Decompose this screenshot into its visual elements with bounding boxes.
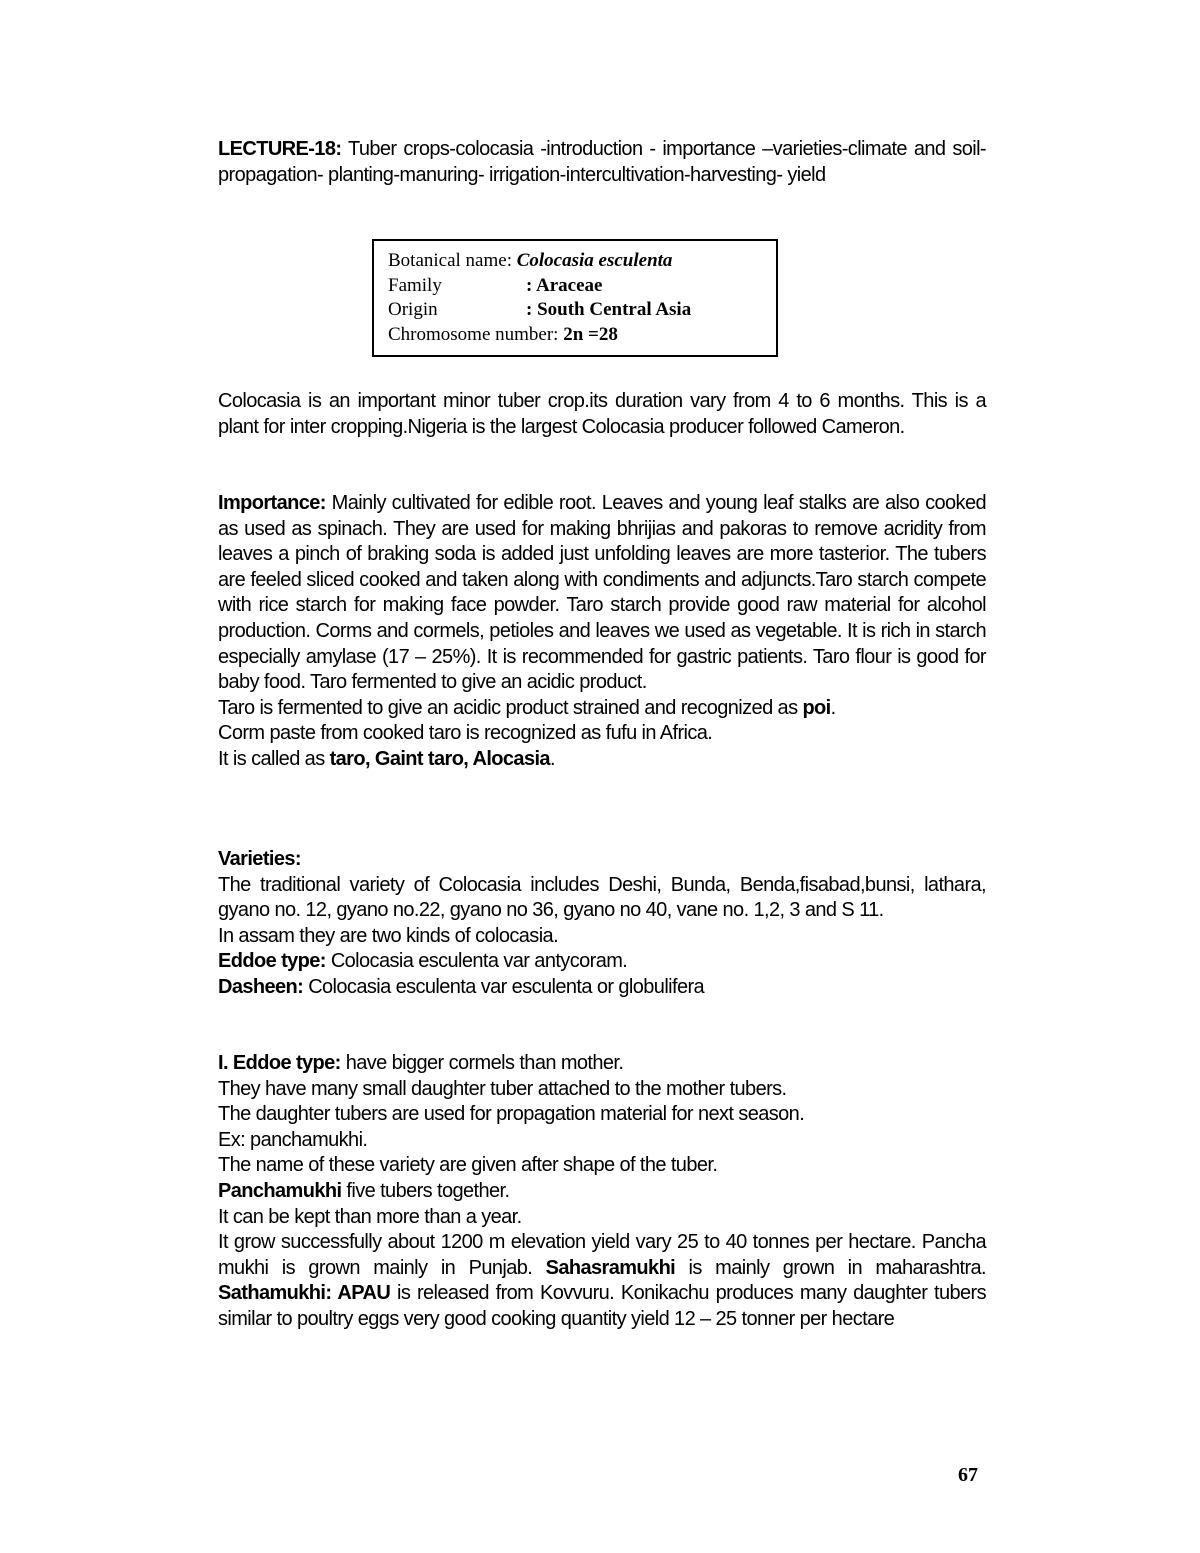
dasheen-line — [218, 975, 986, 1001]
varieties-assam-line: In assam they are two kinds of colocasia. — [218, 924, 559, 947]
botanical-name-value: Colocasia esculenta — [516, 250, 673, 271]
importance-section — [218, 491, 986, 773]
origin-label: Origin — [388, 299, 438, 320]
eddoe-section-text: have bigger cormels than mother. — [340, 1052, 624, 1074]
names-line-end: . — [549, 747, 555, 770]
eddoe-section — [218, 1051, 986, 1333]
eddoe-section-first-line — [218, 1051, 986, 1077]
panchamukhi-line — [218, 1179, 986, 1205]
botanical-name-row — [388, 249, 776, 274]
sahasramukhi-term: Sahasramukhi — [545, 1256, 676, 1279]
importance-label: Importance: — [218, 492, 326, 514]
eddoe-line-4: Ex: panchamukhi. — [218, 1128, 368, 1151]
eddoe-type-line — [218, 949, 986, 975]
dasheen-text: Colocasia esculenta var esculenta or globulifera — [303, 975, 705, 998]
poi-line-text: Taro is fermented to give an acidic product strained and recognized as — [218, 696, 803, 719]
origin-value: : South Central Asia — [526, 299, 692, 320]
panchamukhi-text: five tubers together. — [341, 1179, 510, 1202]
chromosome-row — [388, 323, 776, 348]
poi-line-end: . — [830, 696, 836, 719]
origin-row — [388, 298, 776, 323]
poi-term: poi — [802, 696, 831, 719]
chromosome-label: Chromosome number: — [388, 323, 564, 345]
importance-text: Mainly cultivated for edible root. Leaves and young leaf stalks are also cooked as used as spinach. They are used for making bhrijias and pakoras to remove acridity from leaves a pinch of braking soda is added just unfolding leaves are more tasterior. The tubers are feeled sliced cooked and taken along with condiments and adjuncts.Taro starch compete with rice starch for making face powder. Taro starch provide good raw material for alcohol production. Corms and cormels, petioles and leaves we used as vegetable. It is rich in starch especially amylase (17 – 25%). It is recommended for gastric patients. Taro flour is good for baby food. Taro fermented to give an acidic product. — [218, 492, 986, 694]
sathamukhi-term: Sathamukhi: APAU — [218, 1282, 391, 1305]
lecture-title: Tuber crops-colocasia -introduction - importance –varieties-climate and soil-propagation- planting-manuring- irrigation-intercultivation-harvesting- yield — [218, 138, 986, 186]
varieties-heading: Varieties: — [218, 848, 301, 870]
eddoe-type-label: Eddoe type: — [218, 950, 326, 973]
family-label: Family — [388, 274, 442, 296]
eddoe-line-3: The daughter tubers are used for propagation material for next season. — [218, 1103, 805, 1126]
botanical-info-box — [372, 239, 778, 357]
eddoe-final-paragraph — [218, 1230, 986, 1332]
final-text-e: is released from Kovvuru. Konikachu produces many daughter tubers similar to poultry eggs very good cooking quantity yield 12 – 25 tonner per hectare — [218, 1282, 986, 1330]
lecture-label: LECTURE-18: — [218, 138, 342, 160]
varieties-paragraph: The traditional variety of Colocasia includes Deshi, Bunda, Benda,fisabad,bunsi, lathara, gyano no. 12, gyano no.22, gyano no 36, gyano no 40, vane no. 1,2, 3 and S 11. — [218, 873, 986, 922]
eddoe-line-7: It can be kept than more than a year. — [218, 1205, 522, 1228]
intro-text: Colocasia is an important minor tuber crop.its duration vary from 4 to 6 months. This is a plant for inter cropping.Nigeria is the largest Colocasia producer followed Cameron. — [218, 390, 986, 438]
varieties-section — [218, 847, 986, 1001]
final-text-a: It grow successfully about 1200 m elevation yield vary 25 to 40 tonnes per hectare. Pancha mukhi is grown mainly in Punjab. — [218, 1231, 986, 1279]
names-line-text: It is called as — [218, 747, 330, 770]
importance-fufu-line: Corm paste from cooked taro is recognized as fufu in Africa. — [218, 722, 713, 745]
dasheen-label: Dasheen: — [218, 975, 304, 998]
chromosome-value: 2n =28 — [563, 323, 618, 345]
botanical-name-label: Botanical name: — [388, 250, 517, 271]
importance-names-line — [218, 747, 986, 773]
names-terms: taro, Gaint taro, Alocasia — [329, 747, 550, 770]
page-number: 67 — [958, 1464, 978, 1486]
final-text-c: is mainly grown in maharashtra. — [675, 1256, 986, 1279]
eddoe-section-label: I. Eddoe type: — [218, 1052, 341, 1074]
panchamukhi-term: Panchamukhi — [218, 1179, 342, 1202]
family-value: : Araceae — [526, 274, 603, 296]
lecture-heading — [218, 136, 986, 188]
importance-paragraph — [218, 491, 986, 696]
eddoe-line-2: They have many small daughter tuber attached to the mother tubers. — [218, 1077, 787, 1100]
intro-paragraph — [218, 389, 986, 440]
eddoe-type-text: Colocasia esculenta var antycoram. — [325, 950, 628, 973]
family-row — [388, 274, 776, 299]
importance-poi-line — [218, 696, 986, 722]
eddoe-line-5: The name of these variety are given after shape of the tuber. — [218, 1154, 718, 1177]
